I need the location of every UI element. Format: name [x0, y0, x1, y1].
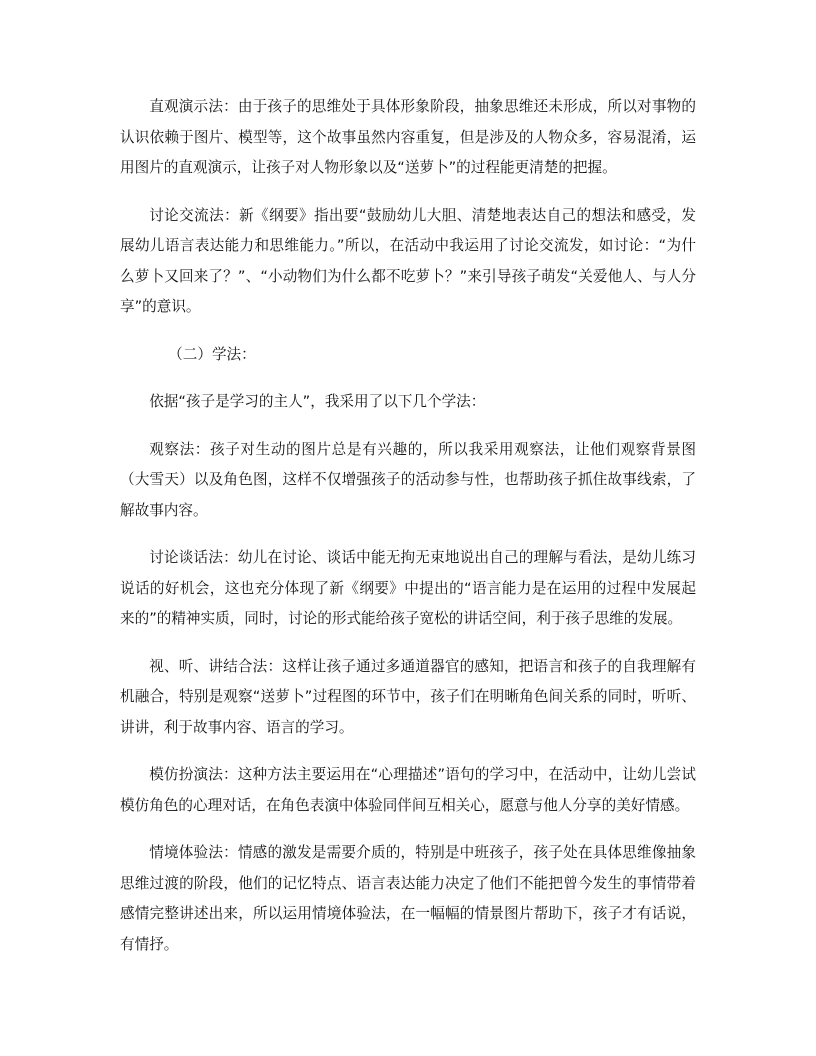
paragraph-see-hear-speak-method: 视、听、讲结合法：这样让孩子通过多通道器官的感知，把语言和孩子的自我理解有机融合，特别是观察“送萝卜”过程图的环节中，孩子们在明晰角色间关系的同时，听听、讲讲，利于故事内容、语言的学习。: [120, 657, 696, 736]
document-page: [120, 92, 696, 977]
paragraph-discussion-exchange: 讨论交流法：新《纲要》指出要“鼓励幼儿大胆、清楚地表达自己的想法和感受，发展幼儿语言表达能力和思维能力。”所以，在活动中我运用了讨论交流发，如讨论：“为什么萝卜又回来了？”、“小动物们为什么都不吃萝卜？”来引导孩子萌发“关爱他人、与人分享”的意识。: [120, 206, 696, 315]
paragraph-discussion-talk-method: 讨论谈话法：幼儿在讨论、谈话中能无拘无束地说出自己的理解与看法，是幼儿练习说话的好机会，这也充分体现了新《纲要》中提出的“语言能力是在运用的过程中发展起来的”的精神实质，同时，讨论的形式能给孩子宽松的讲话空间，利于孩子思维的发展。: [120, 549, 696, 627]
paragraph-intuitive-demonstration: 直观演示法：由于孩子的思维处于具体形象阶段，抽象思维还未形成，所以对事物的认识依赖于图片、模型等，这个故事虽然内容重复，但是涉及的人物众多，容易混淆，运用图片的直观演示，让孩子对人物形象以及“送萝卜”的过程能更清楚的把握。: [120, 98, 696, 176]
paragraph-observation-method: 观察法：孩子对生动的图片总是有兴趣的，所以我采用观察法，让他们观察背景图（大雪天）以及角色图，这样不仅增强孩子的活动参与性，也帮助孩子抓住故事线索，了解故事内容。: [120, 440, 696, 519]
paragraph-situational-experience-method: 情境体验法：情感的激发是需要介质的，特别是中班孩子，孩子处在具体思维像抽象思维过渡的阶段，他们的记忆特点、语言表达能力决定了他们不能把曾今发生的事情带着感情完整讲述出来，所以运用情境体验法，在一幅幅的情景图片帮助下，孩子才有话说，有情抒。: [120, 844, 696, 953]
paragraph-imitation-role-play-method: 模仿扮演法：这种方法主要运用在“心理描述”语句的学习中，在活动中，让幼儿尝试模仿角色的心理对话，在角色表演中体验同伴间互相关心，愿意与他人分享的美好情感。: [120, 766, 696, 814]
paragraph-learning-methods-intro: 依据“孩子是学习的主人”，我采用了以下几个学法：: [149, 393, 486, 410]
section-heading-learning-methods: （二）学法：: [168, 345, 256, 363]
